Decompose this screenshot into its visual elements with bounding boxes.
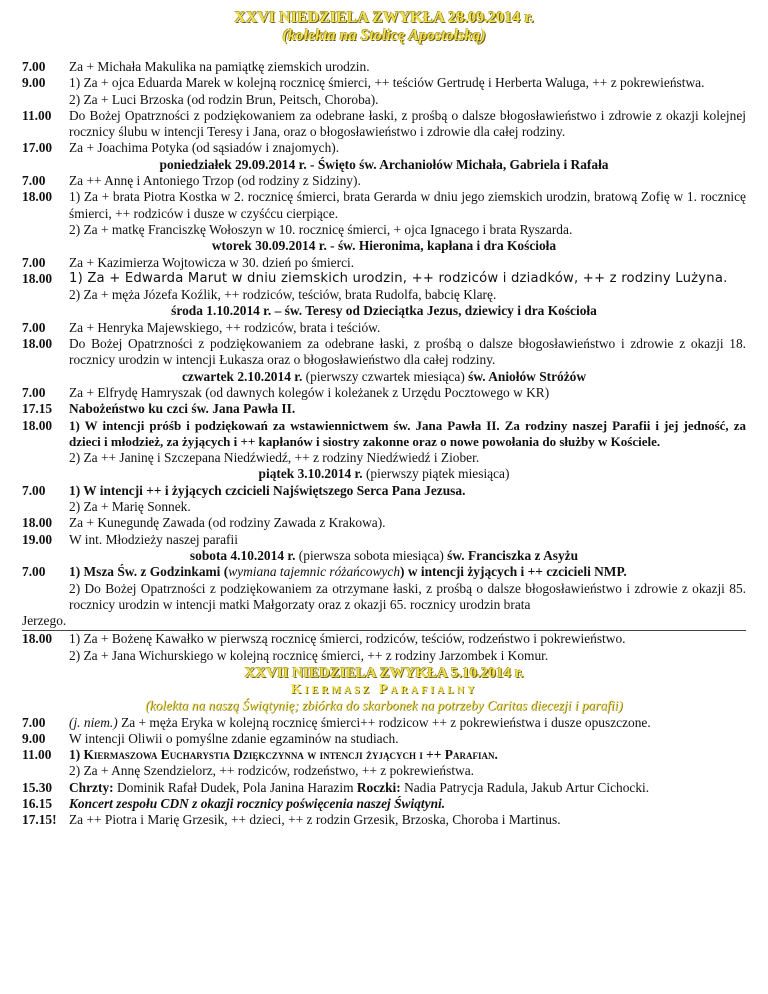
- mass-entry: 2) Za + męża Józefa Koźlik, ++ rodziców, teściów, brata Rudolfa, babcię Klarę.: [69, 287, 497, 303]
- bulletin-page: [22, 9, 746, 829]
- mass-entry: 11.00 1) Kiermaszowa Eucharystia Dziękczynna w intencji żyjących i ++ Parafian.: [22, 747, 498, 763]
- mass-entry: 2) Za + Jana Wichurskiego w kolejną rocznicę śmierci, ++ z rodziny Jarzombek i Komur.: [69, 647, 549, 663]
- mass-entry: 18.00 1) Za + brata Piotra Kostka w 2. rocznicę śmierci, brata Gerarda w dniu jego ziemskich urodzin, bratową Zofię w 1. rocznicę śmierci, ++ rodziców i dusze w czyśćcu cierpiące.: [22, 189, 746, 221]
- mass-entry: 18.00 Do Bożej Opatrzności z podziękowaniem za odebrane łaski, z prośbą o dalsze błogosławieństwo i zdrowie z okazji 18. rocznicy urodzin w intencji Łukasza oraz o błogosławieństwo dla całej rodziny.: [22, 336, 746, 368]
- mass-entry: 7.00 Za + Kazimierza Wojtowicza w 30. dzień po śmierci.: [22, 254, 355, 270]
- kiermasz-heading: Kiermasz Parafialny: [290, 681, 478, 697]
- mass-entry: 17.15 Nabożeństwo ku czci św. Jana Pawła II.: [22, 401, 296, 417]
- page-subtitle: (kolekta na Stolicę Apostolską): [282, 27, 486, 44]
- day-heading-saturday: sobota 4.10.2014 r. (pierwsza sobota miesiąca) św. Franciszka z Asyżu: [189, 547, 579, 563]
- day-heading-friday: piątek 3.10.2014 r. (pierwszy piątek miesiąca): [258, 466, 510, 482]
- day-heading-wednesday: środa 1.10.2014 r. – św. Teresy od Dzieciątka Jezus, dziewicy i dra Kościoła: [171, 303, 597, 319]
- mass-entry: 2) Za + matkę Franciszkę Wołoszyn w 10. rocznicę śmierci, + ojca Ignacego i brata Ryszarda.: [69, 221, 573, 237]
- mass-entry: 7.00 Za + Elfrydę Hamryszak (od dawnych kolegów i koleżanek z Urzędu Pocztowego w KR): [22, 384, 550, 400]
- mass-entry: 11.00 Do Bożej Opatrzności z podziękowaniem za odebrane łaski, z prośbą o dalsze błogosławieństwo i zdrowie z okazji kolejnej rocznicy ślubu w intencji Teresy i Jana, oraz o błogosławieństwo i zdrowie dla całej rodziny.: [22, 107, 746, 140]
- mass-entry: 7.00 1) W intencji ++ i żyjących czcicieli Najświętszego Serca Pana Jezusa.: [22, 482, 466, 498]
- day-heading-tuesday: wtorek 30.09.2014 r. - św. Hieronima, kapłana i dra Kościoła: [211, 238, 557, 254]
- mass-entry: 7.00 (j. niem.) Za + męża Eryka w kolejną rocznicę śmierci++ rodzicow ++ z pokrewieństwa i dusze opuszczone.: [22, 714, 651, 730]
- second-sunday-title: XXVII NIEDZIELA ZWYKŁA 5.10.2014 r.: [244, 664, 524, 681]
- mass-entry: 7.00 Za + Michała Makulika na pamiątkę ziemskich urodzin.: [22, 59, 370, 74]
- mass-entry: 7.00 Za + Henryka Majewskiego, ++ rodziców, brata i teściów.: [22, 319, 381, 335]
- mass-entry: 7.00 1) Msza Św. z Godzinkami (wymiana tajemnic różańcowych) w intencji żyjących i ++ czcicieli NMP.: [22, 564, 627, 580]
- mass-entry: 18.00 1) W intencji próśb i podziękowań za wstawiennictwem św. Jana Pawła II. Za rodziny naszej Parafii i jej jedność, za dzieci i młodzież, za żyjących i ++ kapłanów i siostry zakonne oraz o nowe powołania do służby w Kościele.: [22, 417, 746, 449]
- mass-entry: 9.00 1) Za + ojca Eduarda Marek w kolejną rocznicę śmierci, ++ teściów Gertrudę i Herberta Waluga, ++ z pokrewieństwa.: [22, 75, 705, 91]
- mass-entry: 2) Za + Annę Szendzielorz, ++ rodziców, rodzeństwo, ++ z pokrewieństwa.: [69, 763, 475, 779]
- day-heading-monday: poniedziałek 29.09.2014 r. - Święto św. Archaniołów Michała, Gabriela i Rafała: [159, 156, 609, 172]
- mass-entry: 2) Do Bożej Opatrzności z podziękowaniem za otrzymane łaski, z prośbą o dalsze błogosławieństwo i zdrowie z okazji 85. rocznicy urodzin w intencji matki Małgorzaty oraz z okazji 65. rocznicy urodzin brata: [69, 580, 746, 612]
- mass-entry: 9.00 W intencji Oliwii o pomyślne zdanie egzaminów na studiach.: [22, 730, 399, 746]
- mass-entry: 18.00 1) Za + Bożenę Kawałko w pierwszą rocznicę śmierci, rodziców, teściów, rodzeństwo i pokrewieństwo.: [22, 631, 626, 647]
- mass-entry-tail: Jerzego.: [22, 613, 67, 629]
- mass-entry: 16.15 Koncert zespołu CDN z okazji rocznicy poświęcenia naszej Świątyni.: [22, 796, 446, 812]
- collection-note: (kolekta na naszą Świątynię; zbiórka do skarbonek na potrzeby Caritas diecezji i parafii): [145, 698, 623, 714]
- mass-entry: 2) Za + Luci Brzoska (od rodzin Brun, Peitsch, Choroba).: [69, 91, 379, 107]
- page-title: XXVI NIEDZIELA ZWYKŁA 28.09.2014 r.: [234, 9, 534, 26]
- mass-entry: 18.00 1) Za + Edwarda Marut w dniu ziemskich urodzin, ++ rodziców i dziadków, ++ z rodziny Lużyna.: [22, 270, 728, 286]
- mass-entry: 2) Za + Marię Sonnek.: [69, 499, 191, 515]
- mass-entry: 19.00 W int. Młodzieży naszej parafii: [22, 531, 238, 547]
- mass-entry: 17.15! Za ++ Piotra i Marię Grzesik, ++ dzieci, ++ z rodzin Grzesik, Brzoska, Choroba i Martinus.: [22, 812, 561, 828]
- mass-entry: 15.30 Chrzty: Dominik Rafał Dudek, Pola Janina Harazim Roczki: Nadia Patrycja Radula, Jakub Artur Cichocki.: [22, 779, 650, 795]
- mass-entry: 2) Za ++ Janinę i Szczepana Niedźwiedź, ++ z rodziny Niedźwiedź i Ziober.: [69, 450, 480, 466]
- mass-entry: 18.00 Za + Kunegundę Zawada (od rodziny Zawada z Krakowa).: [22, 515, 386, 531]
- mass-entry: 17.00 Za + Joachima Potyka (od sąsiadów i znajomych).: [22, 140, 340, 156]
- day-heading-thursday: czwartek 2.10.2014 r. (pierwszy czwartek miesiąca) św. Aniołów Stróżów: [181, 368, 587, 384]
- mass-entry: 7.00 Za ++ Annę i Antoniego Trzop (od rodziny z Sidziny).: [22, 173, 361, 189]
